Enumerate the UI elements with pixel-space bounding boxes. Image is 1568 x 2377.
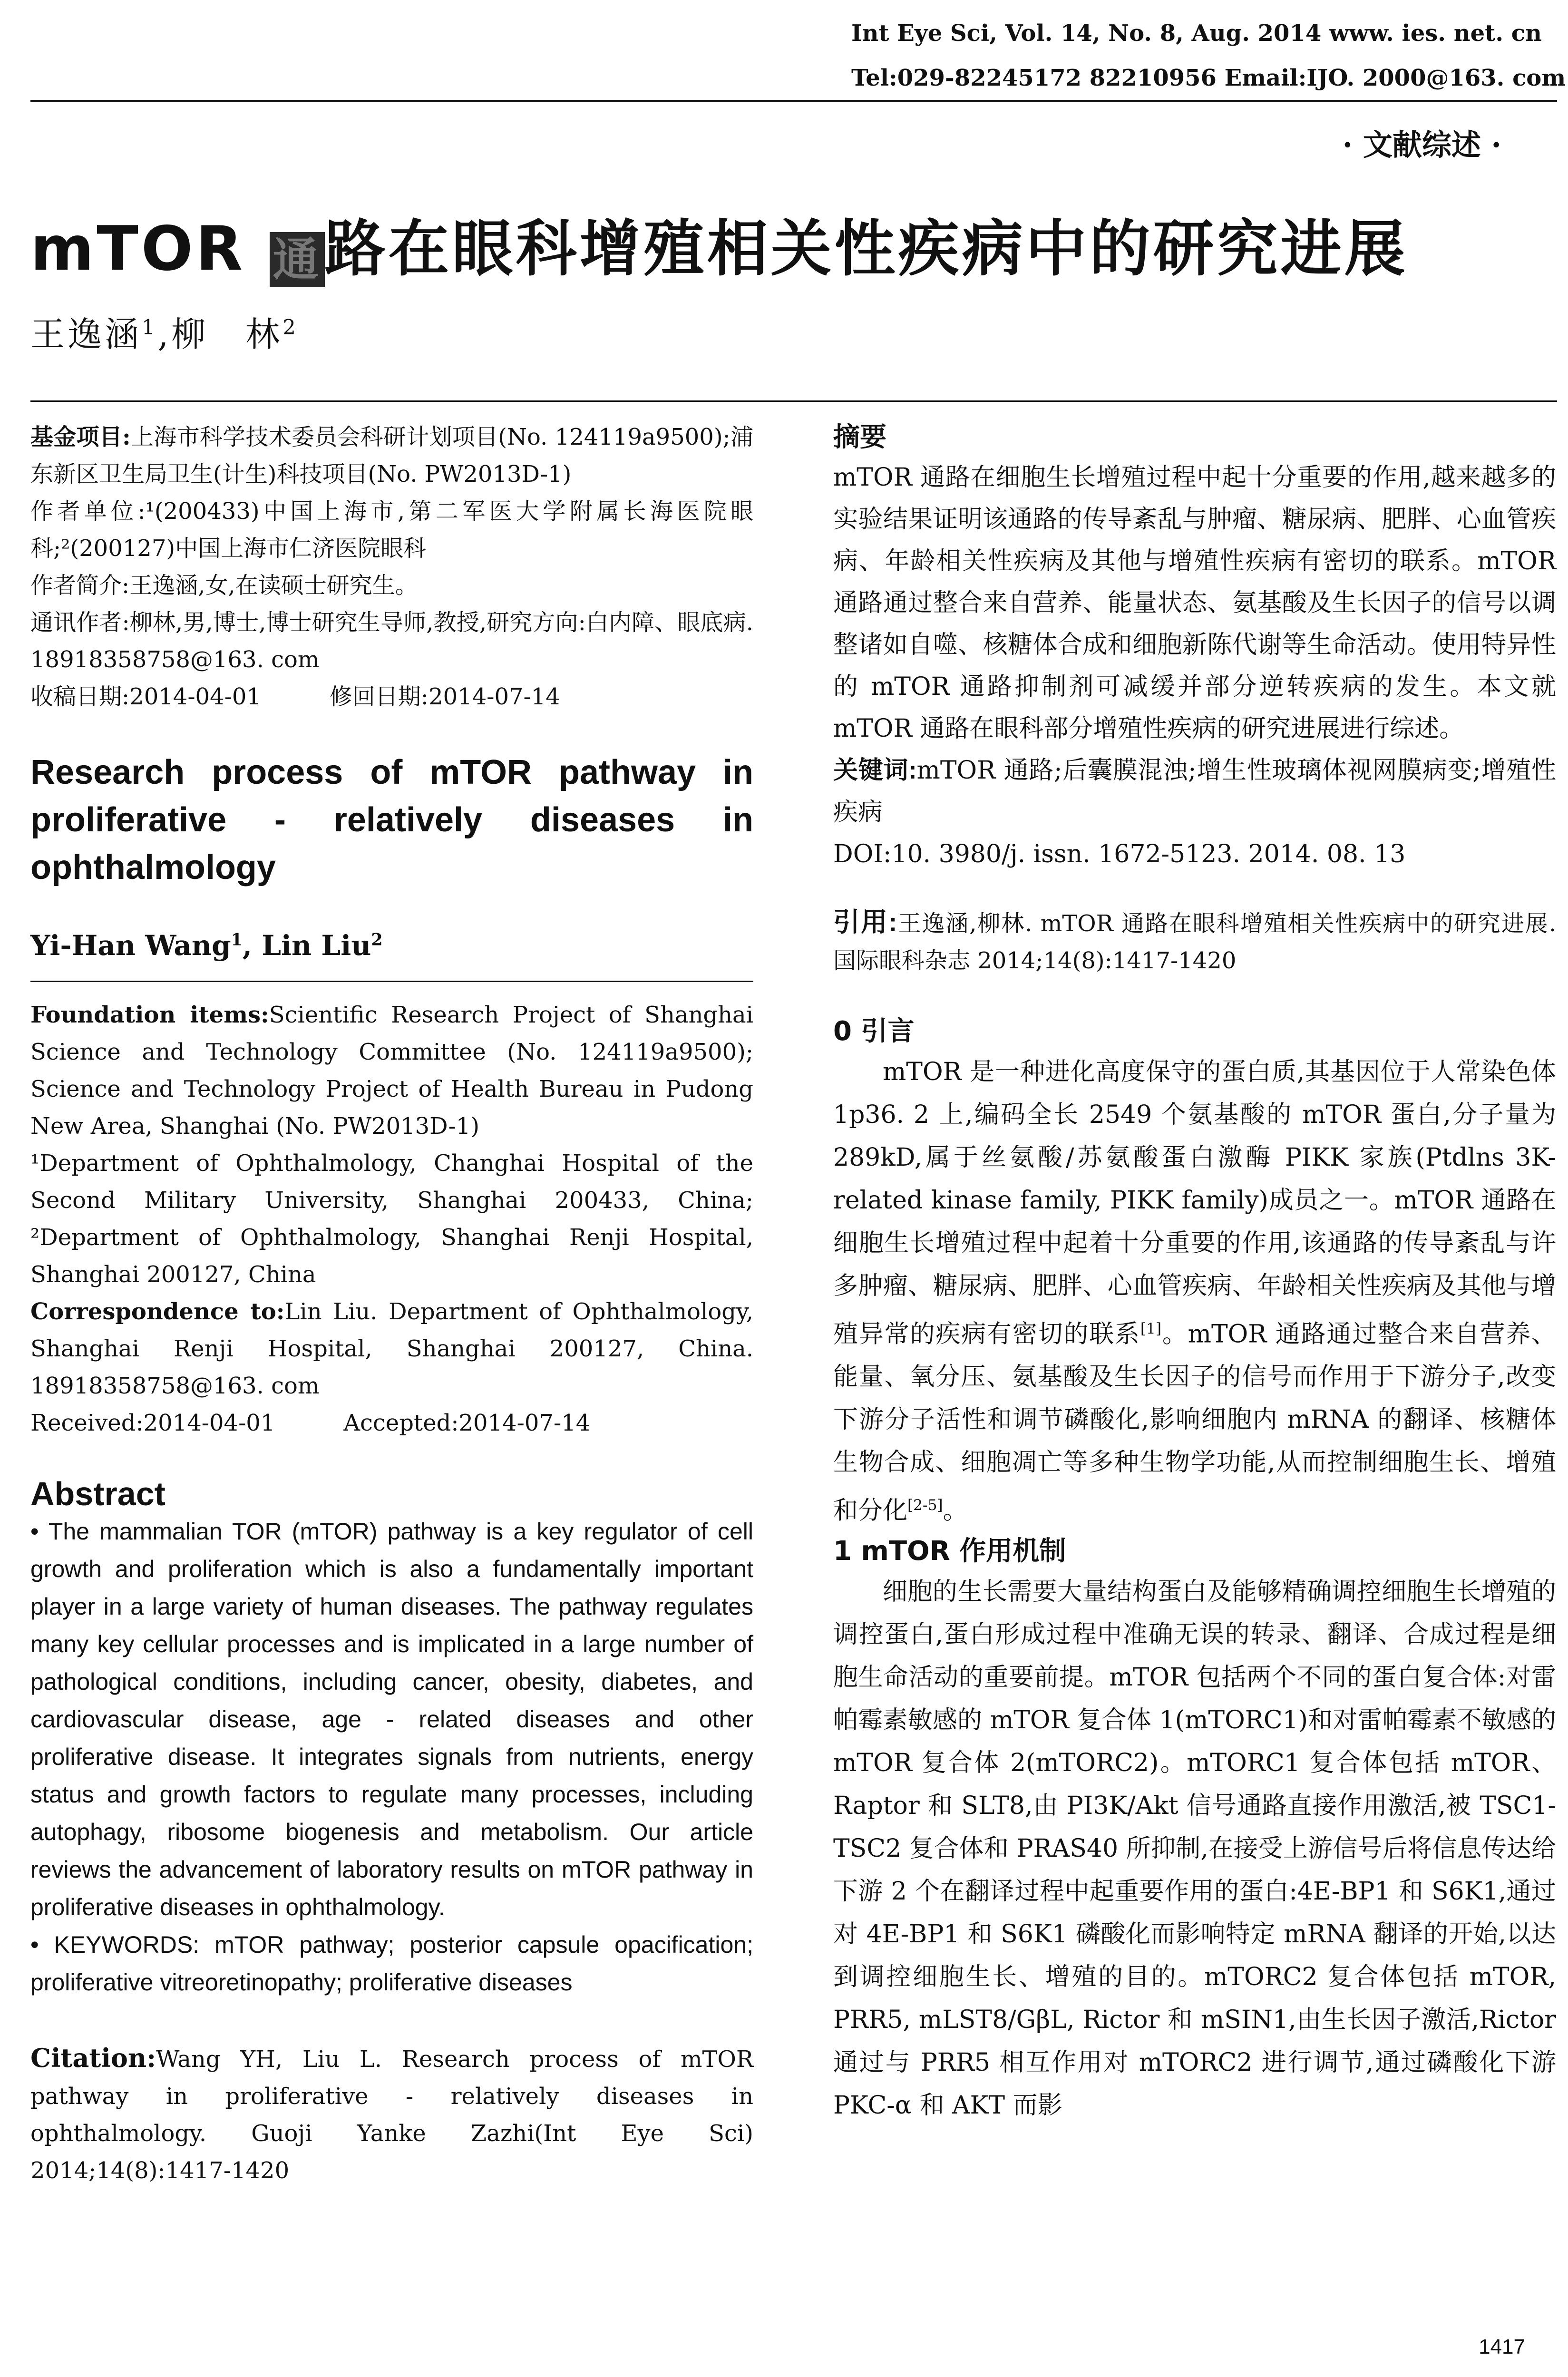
journal-header-line2: Tel:029-82245172 82210956 Email:IJO. 2000@163. com xyxy=(851,65,1566,91)
corr-block xyxy=(30,604,753,678)
keywords-cn-block xyxy=(833,750,1556,833)
en-authors-rule xyxy=(30,981,753,982)
section-tag: · 文献综述 · xyxy=(1342,127,1501,162)
foundation-block xyxy=(30,996,753,1145)
keywords-cn-label: 关键词: xyxy=(833,757,917,784)
intro-ref1: [1] xyxy=(1140,1320,1162,1337)
doi: DOI:10. 3980/j. issn. 1672-5123. 2014. 08. 13 xyxy=(833,840,1406,868)
en-author1: Yi-Han Wang xyxy=(30,929,231,962)
authors-cn xyxy=(30,307,299,356)
section1-text: 细胞的生长需要大量结构蛋白及能够精确调控细胞生长增殖的调控蛋白,蛋白形成过程中准确无误的转录、翻译、合成过程是细胞生命活动的重要前提。mTOR 包括两个不同的蛋白复合体:对雷帕霉素敏感的 mTOR 复合体 1(mTORC1)和对雷帕霉素不敏感的 mTOR 复合体 2(mTORC2)。mTORC1 复合体包括 mTOR、Raptor 和 SLT8,由 PI3K/Akt 信号通路直接作用激活,被 TSC1-TSC2 复合体和 PRAS40 所抑制,在接受上游信号后将信息传达给下游 2 个在翻译过程中起重要作用的蛋白:4E-BP1 和 S6K1,通过对 4E-BP1 和 S6K1 磷酸化而影响特定 mRNA 翻译的开始,以达到调控细胞生长、增殖的目的。mTORC2 复合体包括 mTOR, PRR5, mLST8/GβL, Rictor 和 mSIN1,由生长因子激活,Rictor 通过与 PRR5 相互作用对 mTORC2 进行调节,通过磷酸化下游 PKC-α 和 AKT 而影 xyxy=(833,1577,1556,2120)
author1-name: 王逸涵 xyxy=(30,314,142,354)
title-rest: 路在眼科增殖相关性疾病中的研究进展 xyxy=(324,214,1408,284)
fund-text: 上海市科学技术委员会科研计划项目(No. 124119a9500);浦东新区卫生局卫生(计生)科技项目(No. PW2013D-1) xyxy=(30,424,753,487)
received-dates: Received:2014-04-01 Accepted:2014-07-14 xyxy=(30,1410,591,1436)
en-author1-sup: 1 xyxy=(231,930,243,950)
header-rule xyxy=(30,100,1557,102)
citation-block xyxy=(30,2039,753,2189)
right-column xyxy=(833,419,1556,2127)
english-authors xyxy=(30,929,753,962)
journal-header-line1: Int Eye Sci, Vol. 14, No. 8, Aug. 2014 www. ies. net. cn xyxy=(851,20,1542,47)
dates: 收稿日期:2014-04-01 修回日期:2014-07-14 xyxy=(30,683,560,710)
dept-block: ¹Department of Ophthalmology, Changhai Hospital of the Second Military University, Shanghai 200433, China; ²Department of Ophthalmology, Shanghai Renji Hospital, Shanghai 200127, China xyxy=(30,1150,753,1288)
intro-text-part2: 。mTOR 通路通过整合来自营养、能量、氧分压、氨基酸及生长因子的信号而作用于下游分子,改变下游分子活性和调节磷酸化,影响细胞内 mRNA 的翻译、核糖体生物合成、细胞凋亡等多种生物学功能,从而控制细胞生长、增殖和分化 xyxy=(833,1320,1556,1525)
citation-label: Citation: xyxy=(30,2043,156,2073)
title-seal-glyph: 通 xyxy=(270,232,325,287)
correspondence-text: Lin Liu. Department of Ophthalmology, Shanghai Renji Hospital, Shanghai 200127, China. 18918358758@163. com xyxy=(30,1298,753,1399)
title-rule xyxy=(30,400,1557,402)
page-number: 1417 xyxy=(1479,2335,1525,2358)
bio-label: 作者简介: xyxy=(30,572,130,599)
keywords-cn-text: mTOR 通路;后囊膜混浊;增生性玻璃体视网膜病变;增殖性疾病 xyxy=(833,756,1556,827)
article-title xyxy=(30,200,1408,287)
bio-block xyxy=(30,567,753,604)
fund-block xyxy=(30,419,753,493)
intro-heading: 0 引言 xyxy=(833,1016,915,1047)
author1-sup: 1 xyxy=(142,316,158,340)
english-title: Research process of mTOR pathway in proliferative - relatively diseases in ophthalmology xyxy=(30,753,753,887)
cite-cn-block xyxy=(833,904,1556,979)
fund-label: 基金项目: xyxy=(30,424,131,450)
abstract-cn-text: mTOR 通路在细胞生长增殖过程中起十分重要的作用,越来越多的实验结果证明该通路的传导紊乱与肿瘤、糖尿病、肥胖、心血管疾病、年龄相关性疾病及其他与增殖性疾病有密切的联系。mTOR 通路通过整合来自营养、能量状态、氨基酸及生长因子的信号以调整诸如自噬、核糖体合成和细胞新陈代谢等生命活动。使用特异性的 mTOR 通路抑制剂可减缓并部分逆转疾病的发生。本文就 mTOR 通路在眼科部分增殖性疾病的研究进展进行综述。 xyxy=(833,463,1556,743)
abstract-heading: Abstract xyxy=(30,1475,166,1512)
en-author2-sup: 2 xyxy=(371,930,383,950)
cite-cn-label: 引用: xyxy=(833,907,897,937)
title-prefix: mTOR xyxy=(30,214,270,284)
intro-ref2: [2-5] xyxy=(907,1497,943,1514)
section1-heading: 1 mTOR 作用机制 xyxy=(833,1535,1066,1567)
affil-text: ¹(200433)中国上海市,第二军医大学附属长海医院眼科;²(200127)中国上海市仁济医院眼科 xyxy=(30,498,753,562)
abstract-text: • The mammalian TOR (mTOR) pathway is a key regulator of cell growth and proliferation which is also a fundamentally important player in a large variety of human diseases. The pathway regulates many key cellular processes and is implicated in a large number of pathological conditions, including cancer, obesity, diabetes, and cardiovascular disease, age - related diseases and other proliferative disease. It integrates signals from nutrients, energy status and growth factors to regulate many processes, including autophagy, ribosome biogenesis and metabolism. Our article reviews the advancement of laboratory results on mTOR pathway in proliferative diseases in ophthalmology. xyxy=(30,1518,753,1920)
foundation-text: Scientific Research Project of Shanghai Science and Technology Committee (No. 124119a9500); Science and Technology Project of Health Bureau in Pudong New Area, Shanghai (No. PW2013D-1) xyxy=(30,1002,753,1140)
correspondence-block xyxy=(30,1293,753,1404)
author2-sup: 2 xyxy=(282,316,299,340)
en-author2: , Lin Liu xyxy=(242,929,371,962)
abstract-cn-heading: 摘要 xyxy=(833,422,886,453)
citation-text: Wang YH, Liu L. Research process of mTOR pathway in proliferative - relatively diseases in ophthalmology. Guoji Yanke Zazhi(Int Eye Sci) 2014;14(8):1417-1420 xyxy=(30,2046,753,2184)
corr-text: 柳林,男,博士,博士研究生导师,教授,研究方向:白内障、眼底病. 18918358758@163. com xyxy=(30,609,753,673)
bio-text: 王逸涵,女,在读硕士研究生。 xyxy=(129,572,418,599)
left-column xyxy=(30,419,753,2189)
intro-end: 。 xyxy=(943,1496,968,1525)
author2-name: ,柳 林 xyxy=(157,314,283,354)
foundation-label: Foundation items: xyxy=(30,1002,269,1028)
keywords-text: • KEYWORDS: mTOR pathway; posterior capsule opacification; proliferative vitreoretinopathy; proliferative diseases xyxy=(30,1931,753,1996)
corr-label: 通讯作者: xyxy=(30,609,130,636)
intro-text-part1: mTOR 是一种进化高度保守的蛋白质,其基因位于人常染色体 1p36. 2 上,编码全长 2549 个氨基酸的 mTOR 蛋白,分子量为 289kD,属于丝氨酸/苏氨酸蛋白激酶 PIKK 家族(Ptdlns 3K-related kinase family, PIKK family)成员之一。mTOR 通路在细胞生长增殖过程中起着十分重要的作用,该通路的传导紊乱与许多肿瘤、糖尿病、肥胖、心血管疾病、年龄相关性疾病及其他与增殖异常的疾病有密切的联系 xyxy=(833,1058,1556,1349)
correspondence-label: Correspondence to: xyxy=(30,1298,285,1325)
intro-text xyxy=(833,1051,1556,1532)
cite-cn-text: 王逸涵,柳林. mTOR 通路在眼科增殖相关性疾病中的研究进展. 国际眼科杂志 2014;14(8):1417-1420 xyxy=(833,910,1556,974)
affil-label: 作者单位: xyxy=(30,498,146,525)
affil-block xyxy=(30,493,753,567)
